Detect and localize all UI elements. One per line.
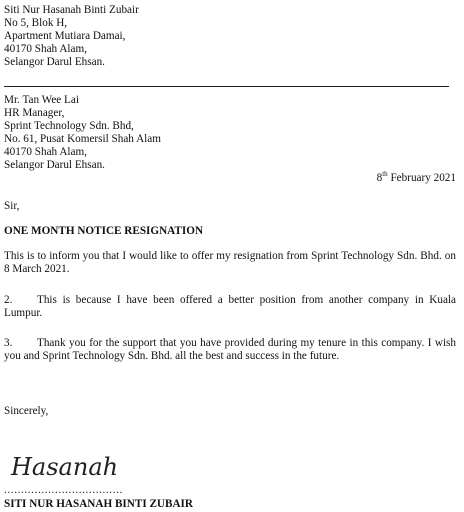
signature-script: Hasanah <box>11 453 119 481</box>
recipient-address <box>4 94 161 172</box>
signature-line: ................................... <box>4 484 123 496</box>
header-divider <box>4 86 449 87</box>
date-suffix: th <box>382 170 388 178</box>
date-month-year: February 2021 <box>390 172 456 184</box>
handwritten-signature <box>9 448 139 484</box>
sender-address-line: 40170 Shah Alam, <box>4 43 87 55</box>
recipient-address-line: No. 61, Pusat Komersil Shah Alam <box>4 133 161 145</box>
body-paragraph-2 <box>4 294 456 320</box>
recipient-title: HR Manager, <box>4 107 65 119</box>
recipient-address-line: Selangor Darul Ehsan. <box>4 159 105 171</box>
body-paragraph-1: This is to inform you that I would like to offer my resignation from Sprint Technology Sdn. Bhd. on 8 March 2021. <box>4 250 456 275</box>
sender-address-line: Selangor Darul Ehsan. <box>4 56 105 68</box>
sender-name: Siti Nur Hasanah Binti Zubair <box>4 4 139 16</box>
sender-address <box>4 4 139 69</box>
paragraph-number: 2. <box>4 294 13 306</box>
paragraph-text: Thank you for the support that you have provided during my tenure in this company. I wish you and Sprint Technology Sdn. Bhd. all the best and success in the future. <box>4 337 456 362</box>
date-day: 8 <box>376 172 383 184</box>
signatory-name: SITI NUR HASANAH BINTI ZUBAIR <box>4 498 193 510</box>
subject-heading: ONE MONTH NOTICE RESIGNATION <box>4 225 204 237</box>
paragraph-number: 3. <box>4 337 13 349</box>
closing: Sincerely, <box>4 405 49 417</box>
recipient-company: Sprint Technology Sdn. Bhd, <box>4 120 134 132</box>
salutation: Sir, <box>4 200 20 212</box>
paragraph-text: This is because I have been offered a better position from another company in Kuala Lumpur. <box>4 294 456 319</box>
recipient-name: Mr. Tan Wee Lai <box>4 94 79 106</box>
sender-address-line: Apartment Mutiara Damai, <box>4 30 126 42</box>
recipient-address-line: 40170 Shah Alam, <box>4 146 87 158</box>
body-paragraph-3 <box>4 337 456 363</box>
letter-date <box>377 172 456 185</box>
sender-address-line: No 5, Blok H, <box>4 17 68 29</box>
